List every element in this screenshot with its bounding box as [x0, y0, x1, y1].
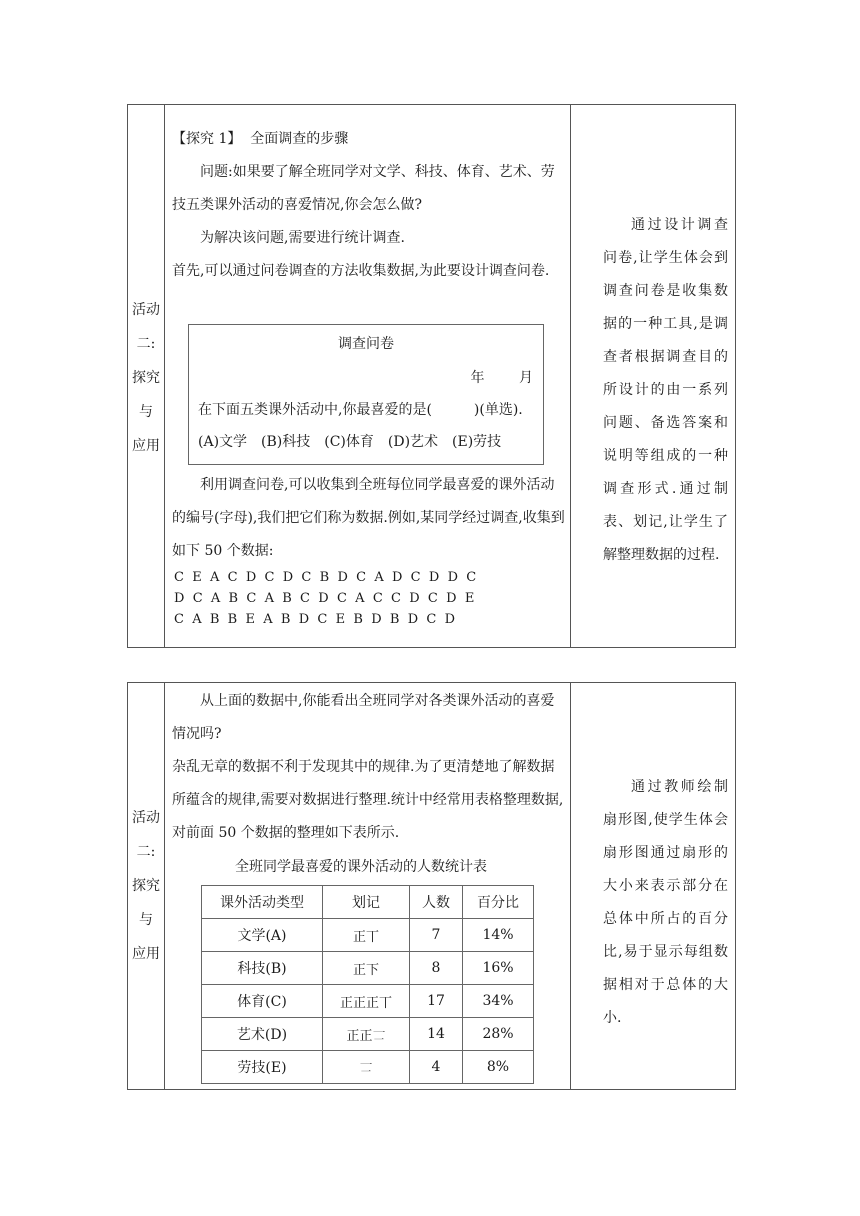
- lesson-block-2: [127, 682, 736, 1090]
- table-row: 体育(C) 正正正丅 17 34%: [202, 985, 534, 1018]
- data-row: C A B B E A B D C E B D B D C D: [174, 612, 456, 627]
- table-row: 科技(B) 正下 8 16%: [202, 952, 534, 985]
- teaching-note: 通过教师绘制扇形图,使学生体会扇形图通过扇形的大小来表示部分在总体中所占的百分比,易于显示每组数据相对于总体的大小.: [603, 779, 728, 1026]
- paragraph: 从上面的数据中,你能看出全班同学对各类课外活动的喜爱情况吗?: [172, 693, 555, 742]
- section-heading: 【探究 1】 全面调查的步骤: [172, 131, 349, 147]
- questionnaire-date: 年 月: [470, 370, 533, 386]
- data-row: D C A B C A B C D C A C C D C D E: [174, 591, 475, 606]
- paragraph: 首先,可以通过问卷调查的方法收集数据,为此要设计调查问卷.: [172, 263, 550, 279]
- questionnaire-title: 调查问卷: [338, 336, 394, 352]
- side-label: 活动 二: 探究 与 应用: [132, 810, 160, 962]
- questionnaire-options: (A)文学 (B)科技 (C)体育 (D)艺术 (E)劳技: [198, 434, 502, 450]
- questionnaire-question: 在下面五类课外活动中,你最喜爱的是( )(单选).: [198, 402, 523, 418]
- table-header-row: 课外活动类型 划记 人数 百分比: [202, 886, 534, 919]
- table-row: 文学(A) 正丅 7 14%: [202, 919, 534, 952]
- table-row: 艺术(D) 正正𠄟 14 28%: [202, 1018, 534, 1051]
- main-content-lower: [172, 469, 566, 568]
- statistics-table: [201, 885, 534, 1084]
- paragraph: 为解决该问题,需要进行统计调查.: [200, 230, 405, 246]
- side-label: 活动 二: 探究 与 应用: [132, 302, 160, 454]
- lesson-block-1: [127, 104, 736, 648]
- data-row: C E A C D C D C B D C A D C D D C: [174, 570, 477, 585]
- main-content: [172, 123, 566, 288]
- teaching-note: 通过设计调查问卷,让学生体会到调查问卷是收集数据的一种工具,是调查者根据调查目的所设计的由一系列问题、备选答案和说明等组成的一种调查形式.通过制表、划记,让学生了解整理数据的过程.: [603, 217, 728, 563]
- table-row: 劳技(E) 𠄟 4 8%: [202, 1051, 534, 1084]
- table-caption: 全班同学最喜爱的课外活动的人数统计表: [235, 859, 487, 875]
- main-content: [172, 685, 566, 850]
- column-divider: [570, 683, 571, 1089]
- paragraph: 问题:如果要了解全班同学对文学、科技、体育、艺术、劳技五类课外活动的喜爱情况,你会怎么做?: [172, 164, 555, 213]
- questionnaire-box: [188, 324, 544, 465]
- column-divider: [570, 105, 571, 647]
- paragraph: 利用调查问卷,可以收集到全班每位同学最喜爱的课外活动的编号(字母),我们把它们称为数据.例如,某同学经过调查,收集到如下 50 个数据:: [172, 477, 565, 559]
- raw-data-list: [174, 567, 554, 630]
- paragraph: 杂乱无章的数据不利于发现其中的规律.为了更清楚地了解数据所蕴含的规律,需要对数据进行整理.统计中经常用表格整理数据,对前面 50 个数据的整理如下表所示.: [172, 759, 564, 841]
